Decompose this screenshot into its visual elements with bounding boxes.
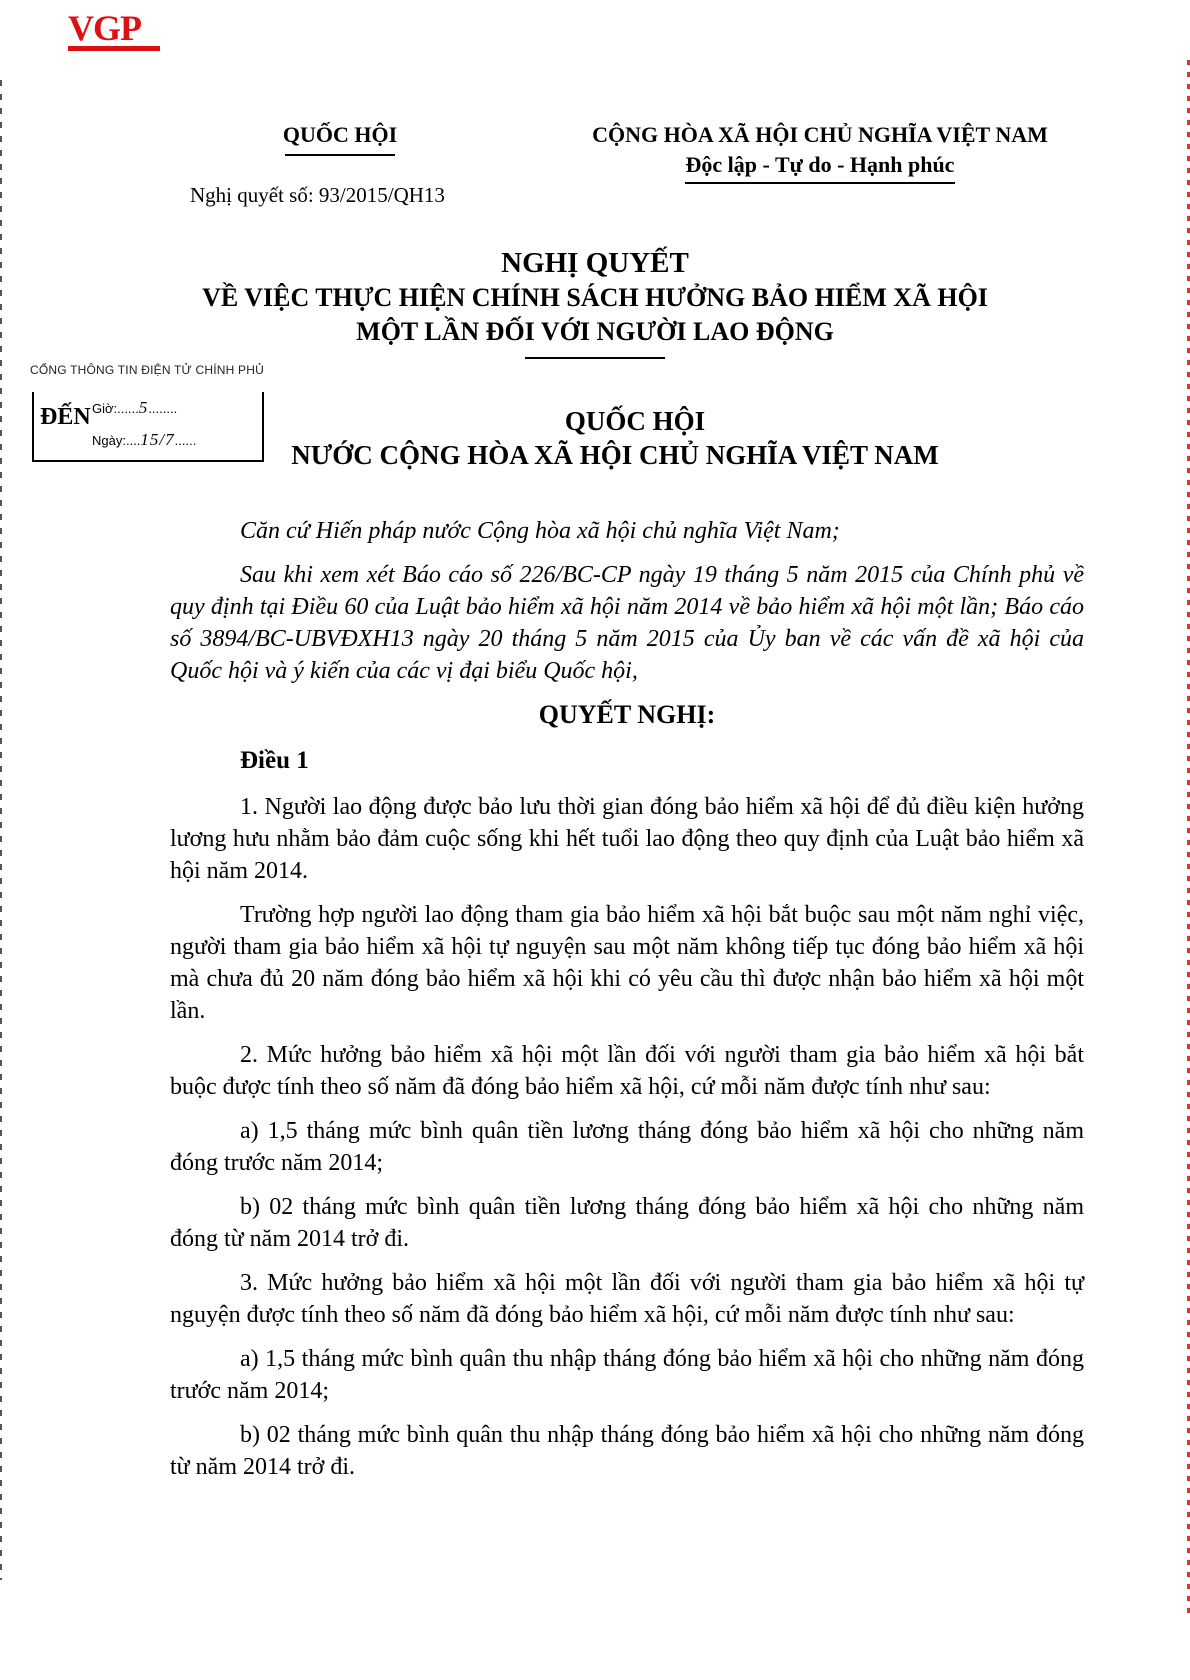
vgp-logo: VGP (68, 8, 160, 51)
issuer-block (0, 404, 1190, 472)
article-paragraph: a) 1,5 tháng mức bình quân thu nhập tháng đóng bảo hiểm xã hội cho những năm đóng trước năm 2014; (170, 1346, 1084, 1404)
article-paragraph: 2. Mức hưởng bảo hiểm xã hội một lần đối với người tham gia bảo hiểm xã hội bắt buộc được tính theo số năm đã đóng bảo hiểm xã hội, cứ mỗi năm được tính như sau: (170, 1042, 1084, 1100)
document-body (170, 515, 1084, 1495)
issuing-body: QUỐC HỘI (282, 122, 398, 147)
country-name: CỘNG HÒA XÃ HỘI CHỦ NGHĨA VIỆT NAM (592, 122, 1048, 147)
article-paragraph: b) 02 tháng mức bình quân tiền lương tháng đóng bảo hiểm xã hội cho những năm đóng từ năm 2014 trở đi. (170, 1194, 1084, 1252)
article-heading: Điều 1 (240, 747, 309, 774)
article-paragraph: 3. Mức hưởng bảo hiểm xã hội một lần đối với người tham gia bảo hiểm xã hội tự nguyện được tính theo số năm đã đóng bảo hiểm xã hội, cứ mỗi năm được tính như sau: (170, 1270, 1084, 1328)
stamp-date-row: Ngày:....15/7...... (92, 430, 197, 449)
article-paragraph: 1. Người lao động được bảo lưu thời gian đóng bảo hiểm xã hội để đủ điều kiện hưởng lương hưu nhằm bảo đảm cuộc sống khi hết tuổi lao động theo quy định của Luật bảo hiểm xã hội năm 2014. (170, 794, 1084, 884)
title-line-1: VỀ VIỆC THỰC HIỆN CHÍNH SÁCH HƯỞNG BẢO HIỂM XÃ HỘI (202, 283, 988, 312)
preamble-paragraph: Sau khi xem xét Báo cáo số 226/BC-CP ngày 19 tháng 5 năm 2015 của Chính phủ về quy định tại Điều 60 của Luật bảo hiểm xã hội năm 2014 về bảo hiểm xã hội một lần; Báo cáo số 3894/BC-UBVĐXH13 ngày 20 tháng 5 năm 2015 của Ủy ban về các vấn đề xã hội của Quốc hội và ý kiến của các vị đại biểu Quốc hội, (170, 562, 1084, 684)
document-title (0, 245, 1190, 359)
title-line-2: MỘT LẦN ĐỐI VỚI NGƯỜI LAO ĐỘNG (356, 317, 834, 346)
stamp-time-row: Giờ:......5........ (92, 398, 178, 417)
resolution-number: Nghị quyết số: 93/2015/QH13 (190, 183, 445, 207)
article-paragraph: b) 02 tháng mức bình quân thu nhập tháng đóng bảo hiểm xã hội cho những năm đóng từ năm 2014 trở đi. (170, 1422, 1084, 1480)
national-header (540, 122, 1100, 184)
issuing-body-header (180, 122, 500, 156)
stamp-header: CỔNG THÔNG TIN ĐIỆN TỬ CHÍNH PHỦ (30, 363, 264, 377)
divider (285, 154, 395, 156)
preamble-paragraph: Căn cứ Hiến pháp nước Cộng hòa xã hội chủ nghĩa Việt Nam; (240, 518, 840, 544)
issuer-line-2: NƯỚC CỘNG HÒA XÃ HỘI CHỦ NGHĨA VIỆT NAM (291, 440, 939, 470)
article-paragraph: Trường hợp người lao động tham gia bảo hiểm xã hội bắt buộc sau một năm nghỉ việc, người tham gia bảo hiểm xã hội tự nguyện sau một năm không tiếp tục đóng bảo hiểm xã hội mà chưa đủ 20 năm đóng bảo hiểm xã hội khi có yêu cầu thì được nhận bảo hiểm xã hội một lần. (170, 902, 1084, 1024)
divider (525, 357, 665, 359)
stamp-time-value: 5 (138, 398, 149, 417)
divider (685, 182, 955, 184)
issuer-line-1: QUỐC HỘI (564, 406, 706, 436)
decision-heading: QUYẾT NGHỊ: (538, 700, 716, 729)
national-motto: Độc lập - Tự do - Hạnh phúc (685, 152, 955, 177)
stamp-date-value: 15/7 (140, 430, 175, 449)
stamp-label: ĐẾN (40, 404, 91, 430)
article-paragraph: a) 1,5 tháng mức bình quân tiền lương tháng đóng bảo hiểm xã hội cho những năm đóng trước năm 2014; (170, 1118, 1084, 1176)
doc-type: NGHỊ QUYẾT (501, 247, 689, 279)
